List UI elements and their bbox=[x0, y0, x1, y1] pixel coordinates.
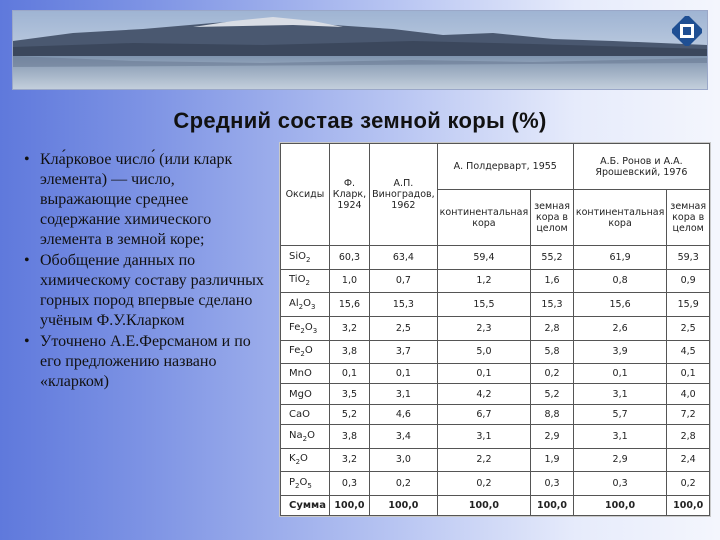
formula-part: TiO bbox=[289, 274, 306, 286]
oxide-formula bbox=[281, 316, 330, 340]
oxide-formula bbox=[281, 424, 330, 448]
table-cell: 100,0 bbox=[667, 495, 710, 515]
table-cell: 3,9 bbox=[573, 340, 667, 364]
table-cell: 3,7 bbox=[370, 340, 438, 364]
table-cell: 0,2 bbox=[437, 472, 531, 496]
table-cell: 59,3 bbox=[667, 246, 710, 270]
table-cell: 1,2 bbox=[437, 269, 531, 293]
formula-subscript: 2 bbox=[295, 481, 300, 490]
table-cell: 5,8 bbox=[531, 340, 574, 364]
table-cell: 8,8 bbox=[531, 404, 574, 424]
slide-title: Средний состав земной коры (%) bbox=[173, 108, 547, 133]
table-cell: 1,6 bbox=[531, 269, 574, 293]
formula-subscript: 5 bbox=[307, 481, 312, 490]
table-cell: 3,1 bbox=[370, 384, 438, 404]
table-cell: 3,1 bbox=[573, 384, 667, 404]
oxide-formula bbox=[281, 246, 330, 270]
table-cell: 2,9 bbox=[531, 424, 574, 448]
bullet-clarke-history: • Обобщение данных по химическому составу различных горных пород впервые сделано учёным Ф.У.Кларком bbox=[18, 251, 268, 331]
table-cell: 0,2 bbox=[370, 472, 438, 496]
formula-part: K bbox=[289, 453, 296, 465]
table-cell: 3,8 bbox=[329, 340, 369, 364]
oxide-formula bbox=[281, 384, 330, 404]
table-cell: 55,2 bbox=[531, 246, 574, 270]
table-cell: 0,2 bbox=[667, 472, 710, 496]
table-cell: 4,2 bbox=[437, 384, 531, 404]
table-cell: 0,1 bbox=[667, 364, 710, 384]
table-cell: 4,6 bbox=[370, 404, 438, 424]
table-cell: 1,9 bbox=[531, 448, 574, 472]
formula-subscript: 3 bbox=[312, 326, 318, 335]
table-row bbox=[281, 293, 710, 317]
table-cell: 63,4 bbox=[370, 246, 438, 270]
table-cell: 0,9 bbox=[667, 269, 710, 293]
header-crust-total: земная кора в целом bbox=[531, 190, 574, 246]
table-cell: 2,2 bbox=[437, 448, 531, 472]
table-cell: 3,0 bbox=[370, 448, 438, 472]
table-cell: 7,2 bbox=[667, 404, 710, 424]
header-ronov: А.Б. Ронов и А.А. Ярошевский, 1976 bbox=[573, 144, 709, 190]
formula-part: SiO bbox=[289, 250, 306, 262]
table-row bbox=[281, 269, 710, 293]
formula-part: CaO bbox=[289, 408, 310, 420]
table-row bbox=[281, 424, 710, 448]
table-cell: 100,0 bbox=[437, 495, 531, 515]
table-cell: 5,0 bbox=[437, 340, 531, 364]
table-row bbox=[281, 246, 710, 270]
table-row bbox=[281, 448, 710, 472]
formula-part: O bbox=[303, 298, 311, 310]
table-cell: 15,6 bbox=[573, 293, 667, 317]
formula-part: O bbox=[300, 453, 308, 465]
table-cell: 0,3 bbox=[573, 472, 667, 496]
oxide-formula bbox=[281, 364, 330, 384]
landscape-banner bbox=[12, 10, 708, 90]
table-cell: 0,1 bbox=[437, 364, 531, 384]
table-cell: 15,9 bbox=[667, 293, 710, 317]
header-clarke: Ф. Кларк, 1924 bbox=[329, 144, 369, 246]
table-cell: 3,1 bbox=[437, 424, 531, 448]
table-cell: 15,5 bbox=[437, 293, 531, 317]
table-cell: 15,6 bbox=[329, 293, 369, 317]
header-continental-crust: континентальная кора bbox=[573, 190, 667, 246]
table-cell: 2,5 bbox=[667, 316, 710, 340]
oxide-formula bbox=[281, 340, 330, 364]
formula-part: O bbox=[299, 476, 308, 488]
formula-subscript: 2 bbox=[306, 255, 311, 264]
table-cell: 3,8 bbox=[329, 424, 369, 448]
table-row bbox=[281, 364, 710, 384]
table-cell: 2,3 bbox=[437, 316, 531, 340]
table-row bbox=[281, 340, 710, 364]
table-cell: 0,8 bbox=[573, 269, 667, 293]
table-cell: 0,1 bbox=[329, 364, 369, 384]
formula-subscript: 3 bbox=[310, 303, 316, 312]
formula-part: O bbox=[304, 321, 313, 333]
table-cell: 15,3 bbox=[370, 293, 438, 317]
header-oxides: Оксиды bbox=[281, 144, 330, 246]
table-row bbox=[281, 316, 710, 340]
formula-part: Fe bbox=[289, 321, 301, 333]
table-cell: 0,3 bbox=[329, 472, 369, 496]
table-row-sum bbox=[281, 495, 710, 515]
table-row bbox=[281, 472, 710, 496]
table-cell: 100,0 bbox=[573, 495, 667, 515]
formula-subscript: 2 bbox=[295, 458, 301, 467]
table-cell: 3,4 bbox=[370, 424, 438, 448]
header-vinogradov: А.П. Виноградов, 1962 bbox=[370, 144, 438, 246]
table-cell: 59,4 bbox=[437, 246, 531, 270]
bullet-fersman: • Уточнено А.Е.Ферсманом и по его предложению названо «кларком) bbox=[18, 332, 268, 392]
formula-subscript: 2 bbox=[300, 350, 305, 359]
table-cell: 0,1 bbox=[573, 364, 667, 384]
oxide-formula bbox=[281, 448, 330, 472]
table-cell: 100,0 bbox=[531, 495, 574, 515]
table-cell: 3,2 bbox=[329, 316, 369, 340]
table-cell: 6,7 bbox=[437, 404, 531, 424]
formula-part: O bbox=[307, 429, 315, 441]
table-cell: 61,9 bbox=[573, 246, 667, 270]
table-cell: 5,2 bbox=[531, 384, 574, 404]
table-row bbox=[281, 404, 710, 424]
table-cell: 100,0 bbox=[370, 495, 438, 515]
table-cell: 15,3 bbox=[531, 293, 574, 317]
oxide-formula bbox=[281, 293, 330, 317]
table-cell: 2,8 bbox=[667, 424, 710, 448]
formula-part: MnO bbox=[289, 368, 312, 380]
formula-subscript: 2 bbox=[300, 326, 305, 335]
formula-part: Fe bbox=[289, 345, 301, 357]
table-cell: 100,0 bbox=[329, 495, 369, 515]
sum-label: Сумма bbox=[281, 495, 330, 515]
table-cell: 2,8 bbox=[531, 316, 574, 340]
table-cell: 5,2 bbox=[329, 404, 369, 424]
formula-subscript: 2 bbox=[302, 434, 308, 443]
formula-part: Al bbox=[289, 298, 299, 310]
table-cell: 1,0 bbox=[329, 269, 369, 293]
table-cell: 0,7 bbox=[370, 269, 438, 293]
table-cell: 4,0 bbox=[667, 384, 710, 404]
table-cell: 2,4 bbox=[667, 448, 710, 472]
table-cell: 2,6 bbox=[573, 316, 667, 340]
table-cell: 60,3 bbox=[329, 246, 369, 270]
table-cell: 4,5 bbox=[667, 340, 710, 364]
table-cell: 2,9 bbox=[573, 448, 667, 472]
table-cell: 0,1 bbox=[370, 364, 438, 384]
formula-subscript: 2 bbox=[305, 279, 310, 288]
formula-part: MgO bbox=[289, 388, 312, 400]
formula-subscript: 2 bbox=[298, 303, 304, 312]
oxide-formula bbox=[281, 269, 330, 293]
table-row bbox=[281, 384, 710, 404]
header-crust-total: земная кора в целом bbox=[667, 190, 710, 246]
table-cell: 3,1 bbox=[573, 424, 667, 448]
logo-icon bbox=[672, 16, 702, 46]
table-cell: 0,3 bbox=[531, 472, 574, 496]
table-cell: 2,5 bbox=[370, 316, 438, 340]
table-cell: 0,2 bbox=[531, 364, 574, 384]
formula-part: P bbox=[289, 476, 296, 488]
table-cell: 3,2 bbox=[329, 448, 369, 472]
header-poldervaart: А. Полдерварт, 1955 bbox=[437, 144, 573, 190]
formula-part: O bbox=[304, 345, 313, 357]
table-cell: 5,7 bbox=[573, 404, 667, 424]
table-cell: 3,5 bbox=[329, 384, 369, 404]
formula-part: Na bbox=[289, 429, 303, 441]
oxide-formula bbox=[281, 404, 330, 424]
oxide-formula bbox=[281, 472, 330, 496]
header-continental-crust: континентальная кора bbox=[437, 190, 531, 246]
bullet-list bbox=[18, 150, 268, 393]
bullet-clarke-definition: • Кла́рковое число́ (или кларк элемента) — число, выражающие среднее содержание химического элемента в земной коре; bbox=[18, 150, 268, 250]
composition-table bbox=[280, 143, 710, 516]
